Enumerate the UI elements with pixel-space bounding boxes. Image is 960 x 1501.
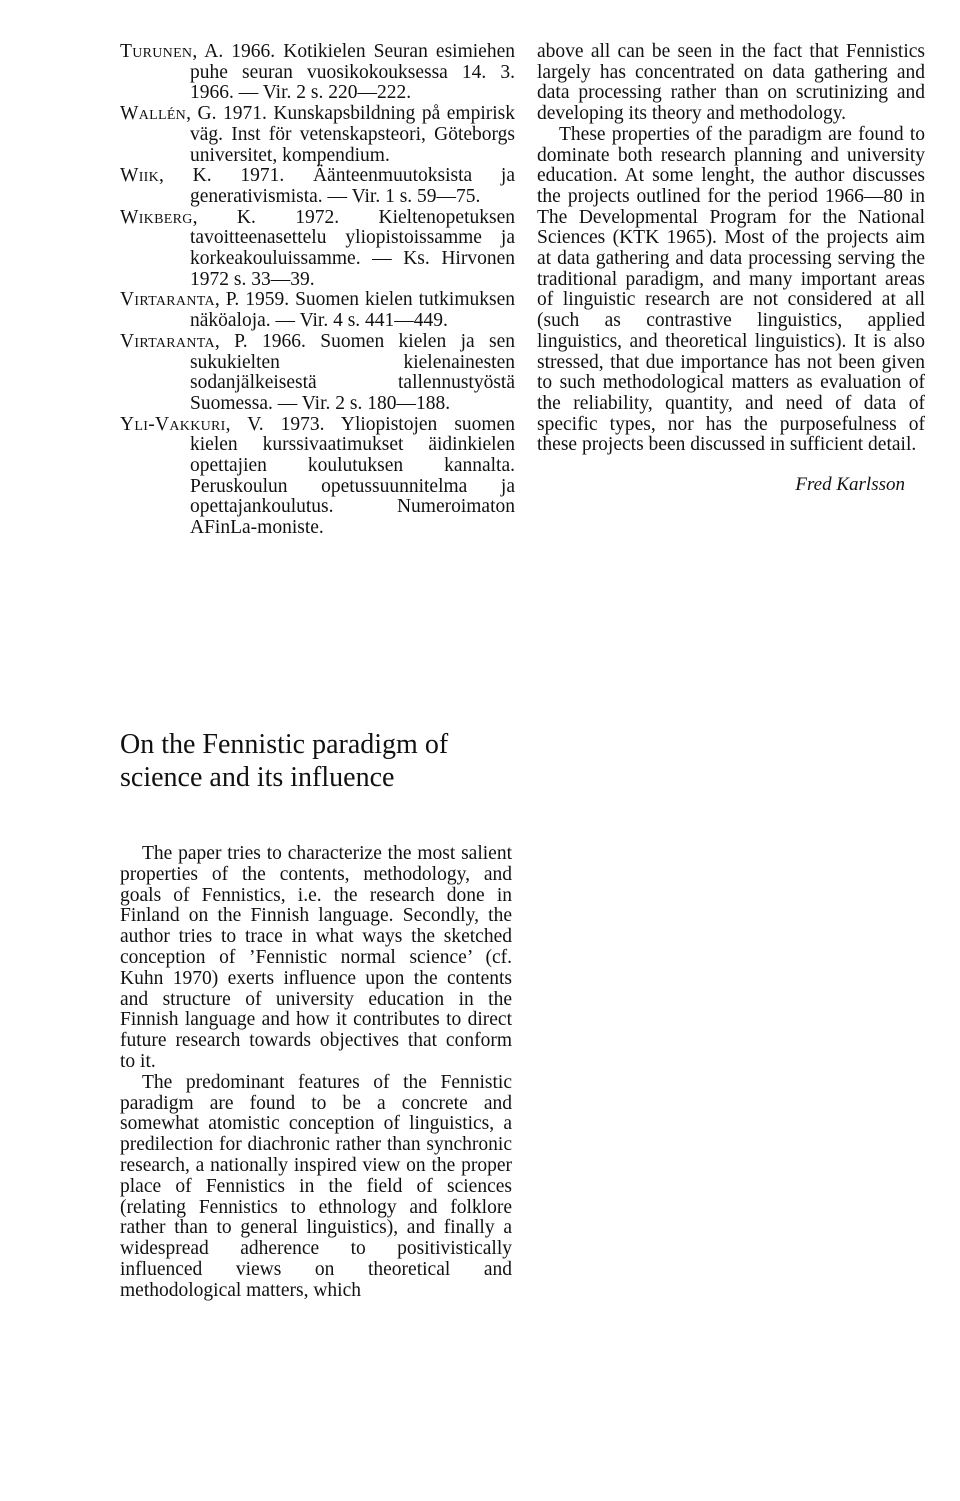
author-signature: Fred Karlsson (795, 474, 905, 496)
reference-initial: , P. 1959. (214, 289, 290, 311)
abstract-title: On the Fennistic paradigm of science and its influence (120, 729, 449, 793)
reference-initial: , K. 1971. (159, 165, 285, 187)
reference-author: Wallén (120, 103, 187, 125)
reference-initial: , V. 1973. (225, 413, 325, 435)
reference-entry (120, 104, 515, 166)
abstract-paragraph: The predominant features of the Fennistic paradigm are found to be a concrete and somewhat atomistic conception of linguistics, a predilection for diachronic rather than synchronic research, a nationally inspired view on the proper place of Fennistics in the field of sciences (relating Fennistics to ethnology and folklore rather than to general linguistics), and finally a widespread adherence to positivistically influenced views on theoretical and methodological matters, which (120, 1071, 512, 1301)
reference-entry (120, 166, 515, 207)
review-paragraph: These properties of the paradigm are found to dominate both research planning and university education. At some lenght, the author discusses the projects outlined for the period 1966—80 in The Developmental Program for the National Sciences (KTK 1965). Most of the projects aim at data gathering and data processing serving the traditional paradigm, and many important areas of linguistic research are not considered at all (such as contrastive linguistics, applied linguistics, and theoretical linguistics). It is also stressed, that due importance has not been given to such methodological matters as evaluation of the reliability, quantity, and need of data of specific types, nor has the purposefulness of these projects been discussed in sufficient detail. (537, 123, 925, 456)
reference-text: Kieltenopetuksen tavoitteenasettelu yliopistoissamme ja korkeakouluissamme. — Ks. Hirvonen 1972 s. 33—39. (190, 206, 515, 290)
reference-entry (120, 208, 515, 291)
reference-author: Virtaranta (120, 330, 215, 352)
reference-entry (120, 332, 515, 415)
reference-entry (120, 290, 515, 331)
review-continuation (537, 42, 925, 496)
reference-text: Yliopistojen suomen kielen kurssivaatimukset äidinkielen opettajien koulutuksen kannalta. Peruskoulun opetussuunnitelma ja opettajankoulutus. Numeroimaton AFinLa-moniste. (190, 413, 516, 539)
reference-text: Kunskapsbildning på empirisk väg. Inst för vetenskapsteori, Göteborgs universitet, kompendium. (190, 103, 515, 166)
reference-entry (120, 415, 515, 539)
reference-initial: , P. 1966. (214, 330, 306, 352)
reference-author: Virtaranta (120, 289, 215, 311)
reference-text: Suomen kielen ja sen sukukielten kielenainesten sodanjälkeisestä tallennustyöstä Suomessa. — Vir. 2 s. 180—188. (190, 330, 515, 414)
reference-author: Wikberg (120, 206, 193, 228)
references-list (120, 42, 515, 539)
reference-text: Äänteenmuutoksista ja generativismista. — Vir. 1 s. 59—75. (190, 165, 515, 207)
reference-initial: , G. 1971. (186, 103, 267, 125)
review-paragraph: above all can be seen in the fact that Fennistics largely has concentrated on data gathering and data processing rather than on scrutinizing and developing its theory and methodology. (537, 41, 925, 125)
reference-author: Turunen (120, 41, 193, 62)
reference-text: Kotikielen Seuran esimiehen puhe seuran vuosikokouksessa 14. 3. 1966. — Vir. 2 s. 220—222. (190, 41, 515, 104)
reference-author: Yli-Vakkuri (120, 413, 226, 435)
reference-text: Suomen kielen tutkimuksen näköaloja. — Vir. 4 s. 441—449. (190, 289, 515, 332)
abstract-paragraph: The paper tries to characterize the most salient properties of the contents, methodology, and goals of Fennistics, i.e. the research done in Finland on the Finnish language. Secondly, the author tries to trace in what ways the sketched conception of ’Fennistic normal science’ (cf. Kuhn 1970) exerts influence upon the contents and structure of university education in the Finnish language and how it contributes to direct future research towards objectives that conform to it. (120, 843, 512, 1072)
reference-initial: , A. 1966. (192, 41, 276, 62)
reference-entry (120, 42, 515, 104)
abstract-section (120, 728, 512, 1302)
reference-initial: , K. 1972. (192, 206, 340, 228)
reference-author: Wiik (120, 165, 160, 187)
